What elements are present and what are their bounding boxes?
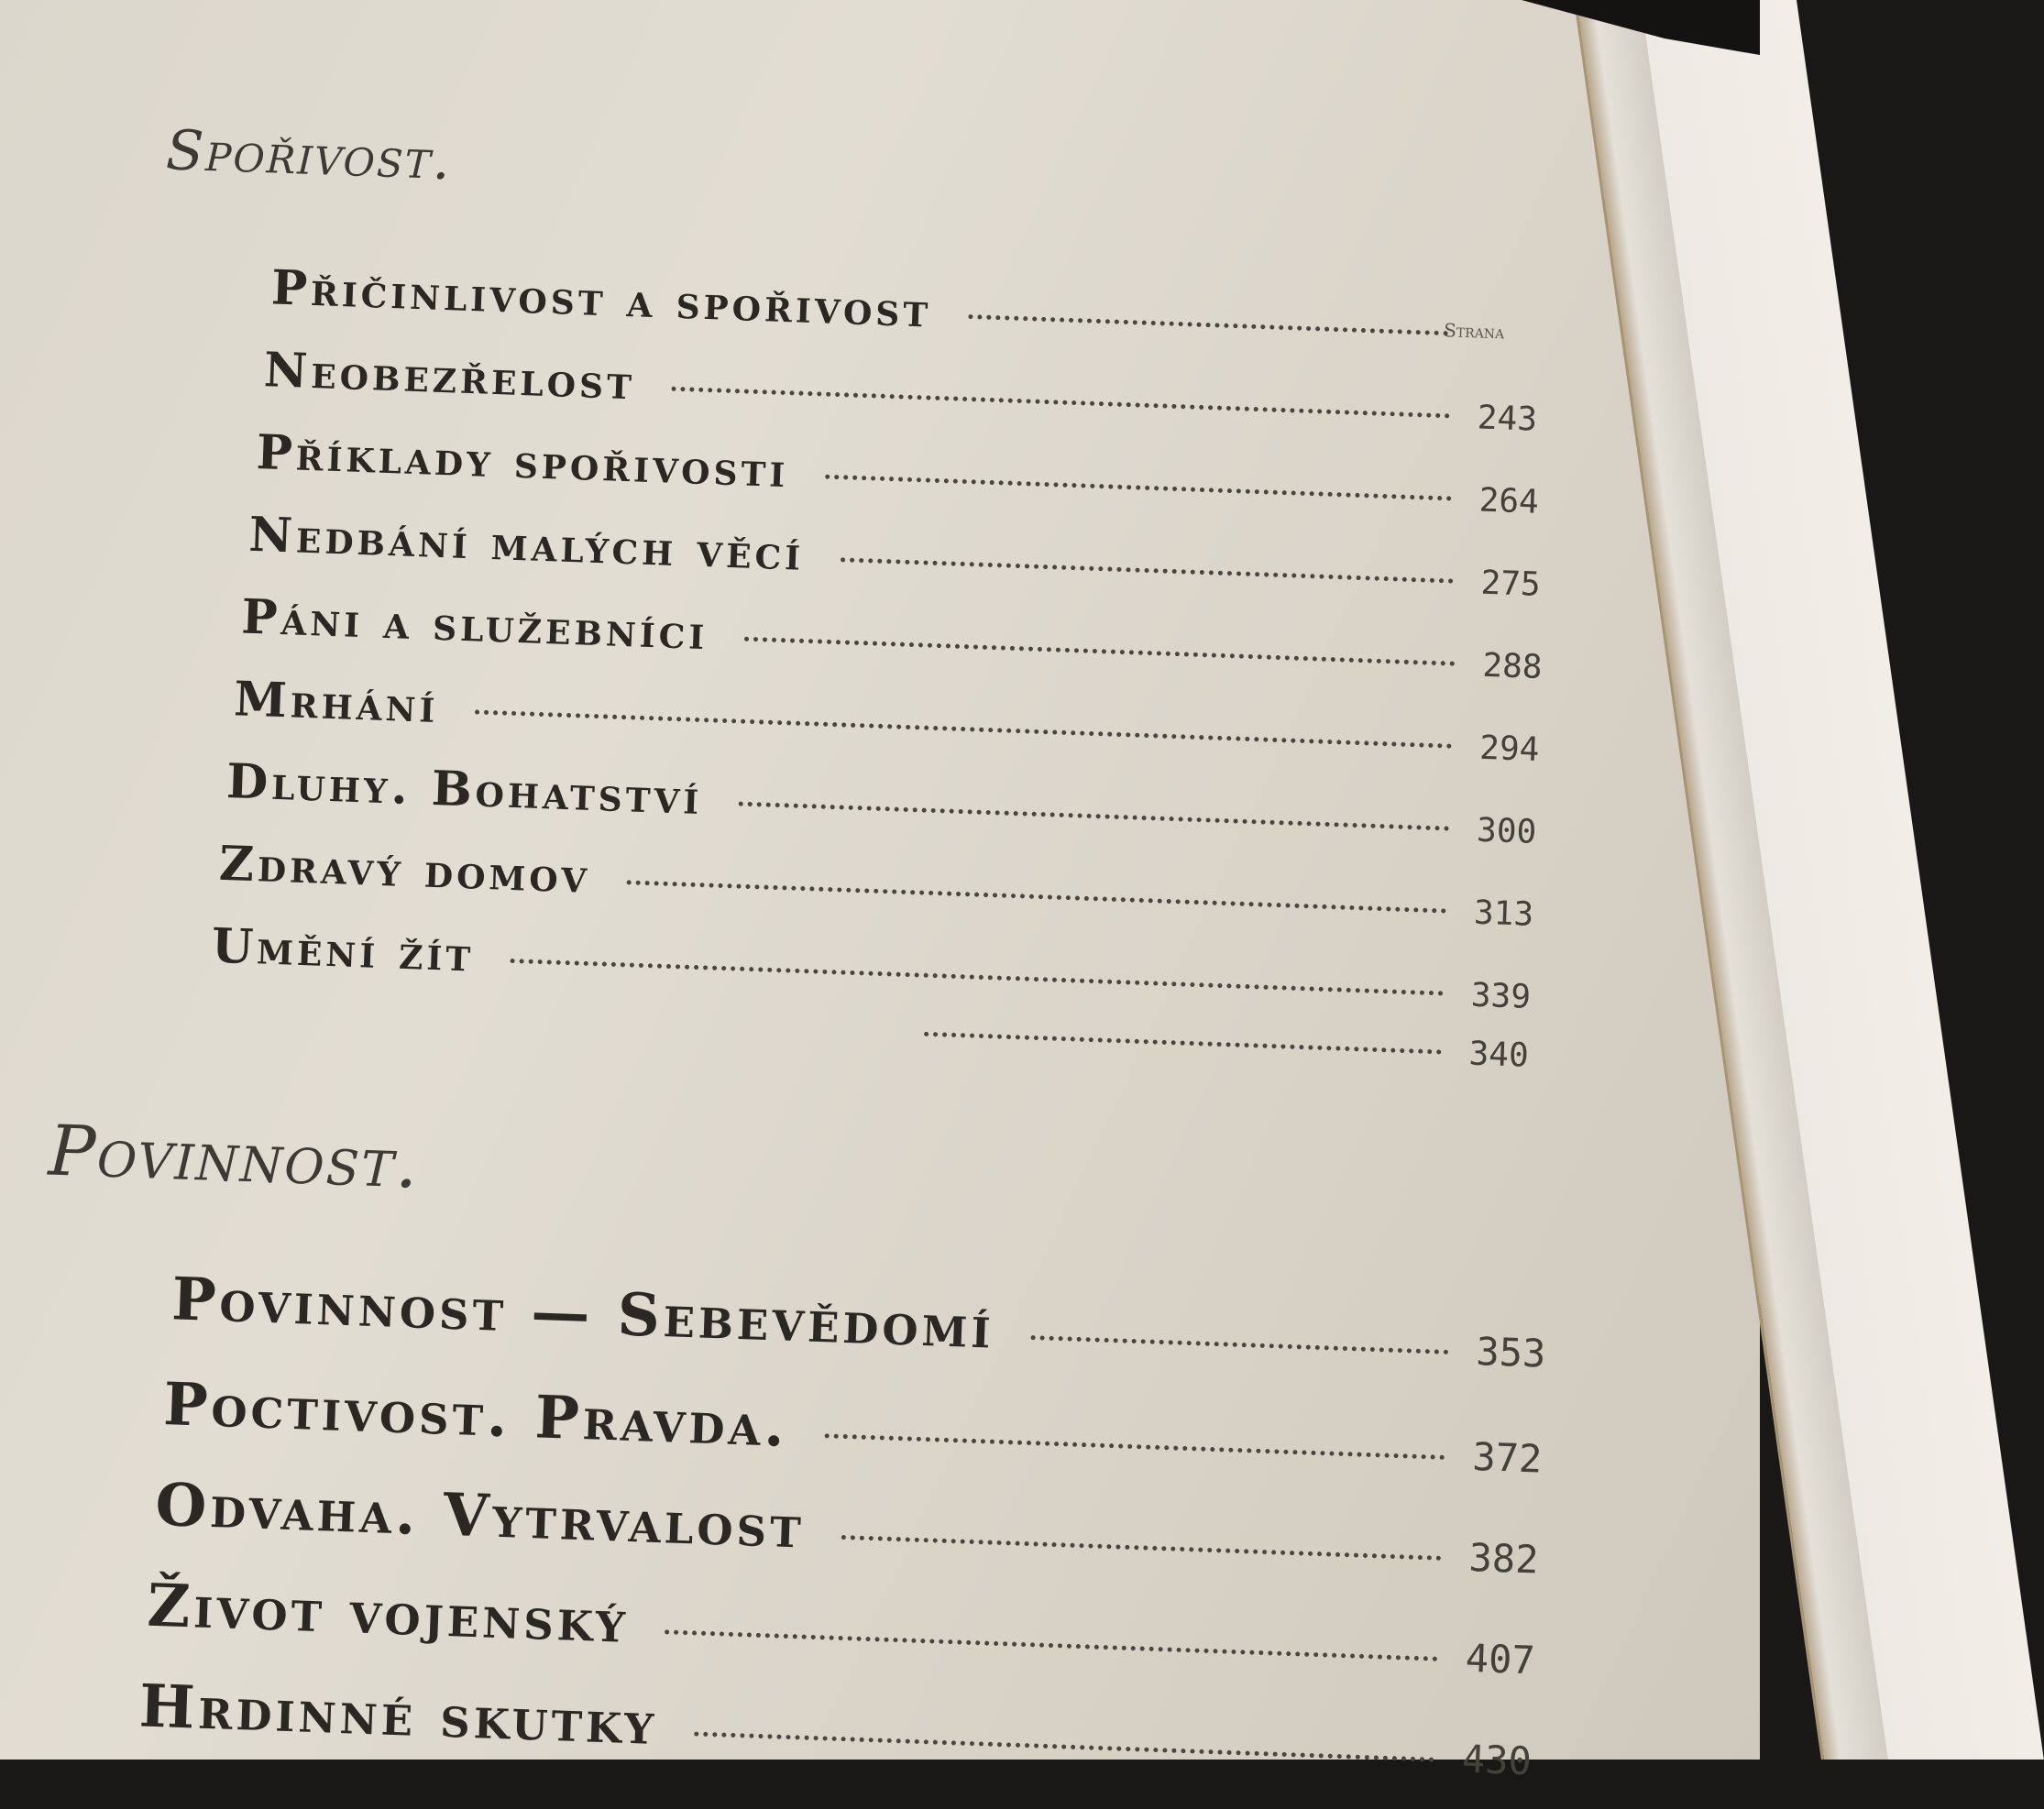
toc-entry [270, 259, 1536, 359]
entry-page: 407 [1464, 1635, 1536, 1683]
dot-leader [841, 557, 1454, 583]
toc-entry [256, 424, 1540, 525]
toc-entry [147, 1572, 1537, 1689]
entry-page: 372 [1471, 1433, 1544, 1482]
dot-leader [824, 1433, 1445, 1460]
section-title: Povinnost. [47, 1109, 422, 1204]
entry-title: Zdravý domov [218, 835, 592, 904]
dot-leader [475, 709, 1452, 748]
dot-leader [739, 802, 1449, 831]
dot-leader [665, 1629, 1438, 1661]
entry-page: 300 [1476, 811, 1537, 851]
entry-page: 313 [1473, 894, 1534, 934]
entry-page: 430 [1461, 1736, 1533, 1784]
entry-title: Neobezřelost [262, 342, 637, 411]
entry-title: Povinnost — Sebevědomí [170, 1265, 995, 1363]
toc-entry [170, 1265, 1547, 1381]
page-column-label: Strana [1443, 319, 1505, 344]
dot-leader [1030, 1335, 1448, 1354]
entry-page: 243 [1477, 399, 1538, 439]
dot-leader [627, 880, 1446, 913]
entry-title: Příklady spořivosti [255, 423, 790, 499]
toc-entry [233, 671, 1540, 773]
section-sporivost [6, 0, 1637, 1075]
toc-entry [240, 589, 1543, 691]
entry-title: Poctivost. Pravda. [162, 1370, 790, 1461]
dot-leader [672, 387, 1450, 419]
entry-title: Odvaha. Vytrvalost [154, 1470, 807, 1562]
toc-entry [218, 836, 1534, 937]
entry-title: Páni a služebníci [240, 588, 709, 662]
entry-page: 294 [1478, 729, 1541, 769]
dot-leader [924, 1032, 1442, 1055]
dot-leader [841, 1535, 1441, 1561]
entry-title: Hrdinné skutky [137, 1672, 659, 1760]
dot-leader [825, 475, 1452, 501]
entry-page: 339 [1470, 976, 1532, 1016]
entry-page: 275 [1479, 564, 1542, 604]
toc-entry [162, 1370, 1544, 1486]
dot-leader [694, 1731, 1434, 1761]
toc-entry [263, 342, 1538, 442]
entry-page: 288 [1481, 646, 1544, 687]
toc-entry [225, 753, 1537, 855]
toc-entry [211, 918, 1532, 1020]
entry-title: Život vojenský [146, 1571, 631, 1657]
entry-page: 264 [1478, 481, 1540, 521]
toc-entry [138, 1672, 1533, 1789]
toc-entry [248, 507, 1542, 608]
entry-title: Přičinlivost a spořivost [270, 259, 933, 339]
entry-title: Nedbání malých věcí [247, 506, 806, 582]
section-title: Spořivost. [165, 118, 454, 193]
entry-title: Umění žít [210, 917, 476, 983]
dot-leader [511, 959, 1444, 996]
entry-page: 353 [1475, 1329, 1547, 1376]
entry-title: Mrhání [233, 671, 440, 735]
toc-entry [154, 1471, 1540, 1588]
toc-entry-continuation [886, 1014, 1529, 1074]
entry-page: 382 [1467, 1534, 1540, 1583]
entry-title: Dluhy. Bohatství [225, 753, 704, 827]
entry-page: 340 [1467, 1035, 1530, 1075]
dot-leader [744, 637, 1456, 666]
dot-leader [968, 314, 1448, 335]
